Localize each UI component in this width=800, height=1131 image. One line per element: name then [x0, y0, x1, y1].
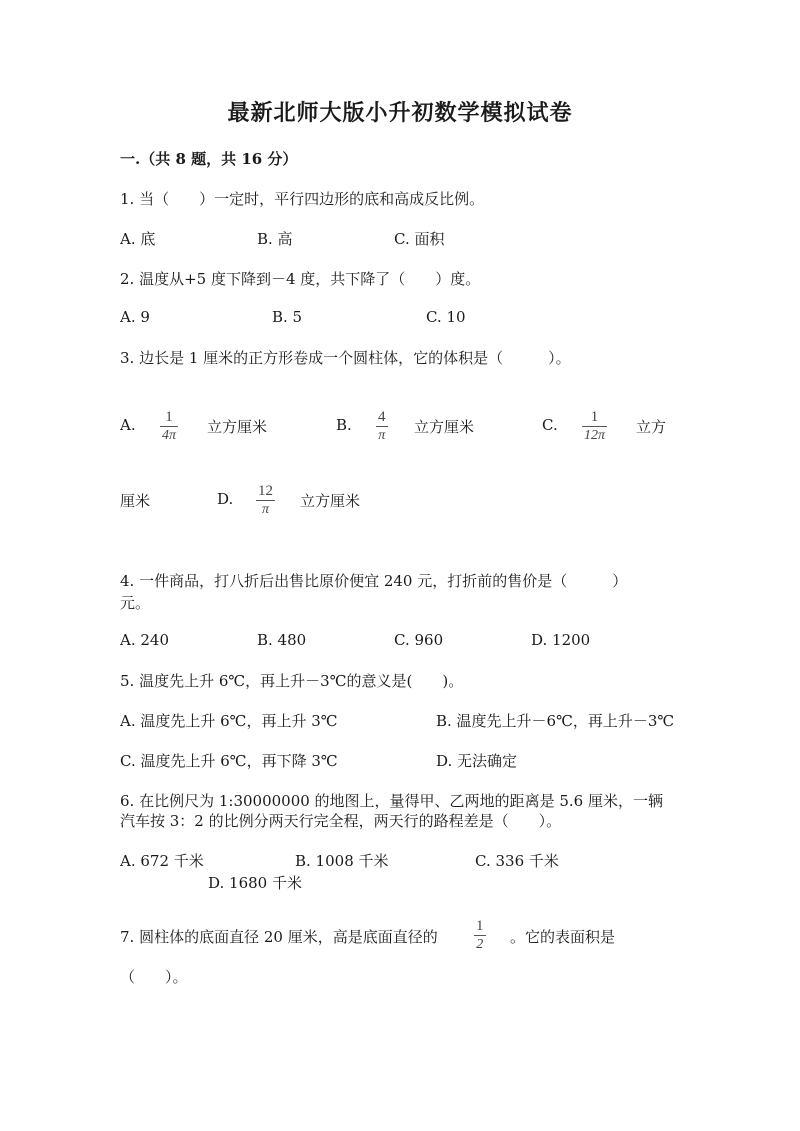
- section-heading: 一.（共 8 题，共 16 分）: [120, 150, 298, 168]
- q2-option-a: A. 9: [120, 308, 150, 326]
- fraction-denominator: 2: [476, 937, 484, 952]
- question-7-part1: 7. 圆柱体的底面直径 20 厘米，高是底面直径的: [120, 928, 438, 946]
- q3-option-c-unit-part1: 立方: [636, 418, 667, 436]
- fraction-numerator: 1: [165, 409, 173, 425]
- q1-option-b: B. 高: [257, 230, 293, 248]
- q4-option-b: B. 480: [257, 631, 307, 649]
- page-title: 最新北师大版小升初数学模拟试卷: [227, 100, 573, 126]
- q3-option-b-unit: 立方厘米: [414, 418, 475, 436]
- question-4-line2: 元。: [120, 594, 151, 612]
- q3-option-a-letter: A.: [120, 416, 136, 434]
- question-3: 3. 边长是 1 厘米的正方形卷成一个圆柱体，它的体积是（ ）。: [120, 349, 571, 367]
- q3-option-c-letter: C.: [542, 416, 558, 434]
- q5-option-a: A. 温度先上升 6℃，再上升 3℃: [120, 712, 338, 730]
- q5-option-c: C. 温度先上升 6℃，再下降 3℃: [120, 752, 338, 770]
- q2-option-c: C. 10: [426, 308, 466, 326]
- q3-option-a-fraction: [160, 408, 178, 445]
- fraction-numerator: 12: [258, 483, 273, 499]
- fraction-denominator: π: [378, 428, 386, 443]
- q3-option-d-fraction: [256, 482, 275, 519]
- q3-option-b-fraction: [376, 408, 388, 445]
- q6-option-a: A. 672 千米: [120, 852, 204, 870]
- q1-option-c: C. 面积: [394, 230, 445, 248]
- fraction-denominator: π: [261, 502, 269, 517]
- question-7-part2: 。它的表面积是: [510, 928, 616, 946]
- question-2: 2. 温度从+5 度下降到－4 度，共下降了（ ）度。: [120, 270, 481, 288]
- q4-option-c: C. 960: [394, 631, 444, 649]
- q4-option-d: D. 1200: [531, 631, 591, 649]
- question-7-line2: （ ）。: [120, 968, 188, 986]
- question-4-line1: 4. 一件商品，打八折后出售比原价便宜 240 元，打折前的售价是（ ）: [120, 572, 628, 590]
- q6-option-b: B. 1008 千米: [295, 852, 389, 870]
- question-1: 1. 当（ ）一定时，平行四边形的底和高成反比例。: [120, 190, 485, 208]
- fraction-denominator: 4π: [162, 428, 177, 443]
- q3-option-c-unit-part2: 厘米: [120, 492, 151, 510]
- q3-option-a-unit: 立方厘米: [207, 418, 268, 436]
- fraction-numerator: 1: [476, 918, 484, 934]
- q3-option-d-letter: D.: [217, 490, 234, 508]
- fraction-numerator: 4: [378, 409, 386, 425]
- question-6-line2: 汽车按 3：2 的比例分两天行完全程，两天行的路程差是（ ）。: [120, 812, 562, 830]
- q3-option-b-letter: B.: [336, 416, 352, 434]
- q1-option-a: A. 底: [120, 230, 156, 248]
- q2-option-b: B. 5: [272, 308, 303, 326]
- q5-option-d: D. 无法确定: [436, 752, 518, 770]
- q7-fraction: [474, 917, 486, 954]
- q6-option-c: C. 336 千米: [475, 852, 559, 870]
- q4-option-a: A. 240: [120, 631, 169, 649]
- q5-option-b: B. 温度先上升－6℃，再上升－3℃: [436, 712, 675, 730]
- question-5: 5. 温度先上升 6℃，再上升－3℃的意义是( )。: [120, 672, 464, 690]
- q3-option-d-unit: 立方厘米: [300, 492, 361, 510]
- q3-option-c-fraction: [582, 408, 607, 445]
- q6-option-d: D. 1680 千米: [208, 874, 302, 892]
- question-6-line1: 6. 在比例尺为 1:30000000 的地图上，量得甲、乙两地的距离是 5.6 厘米，一辆: [120, 792, 663, 810]
- fraction-numerator: 1: [590, 409, 599, 425]
- fraction-denominator: 12π: [584, 428, 606, 443]
